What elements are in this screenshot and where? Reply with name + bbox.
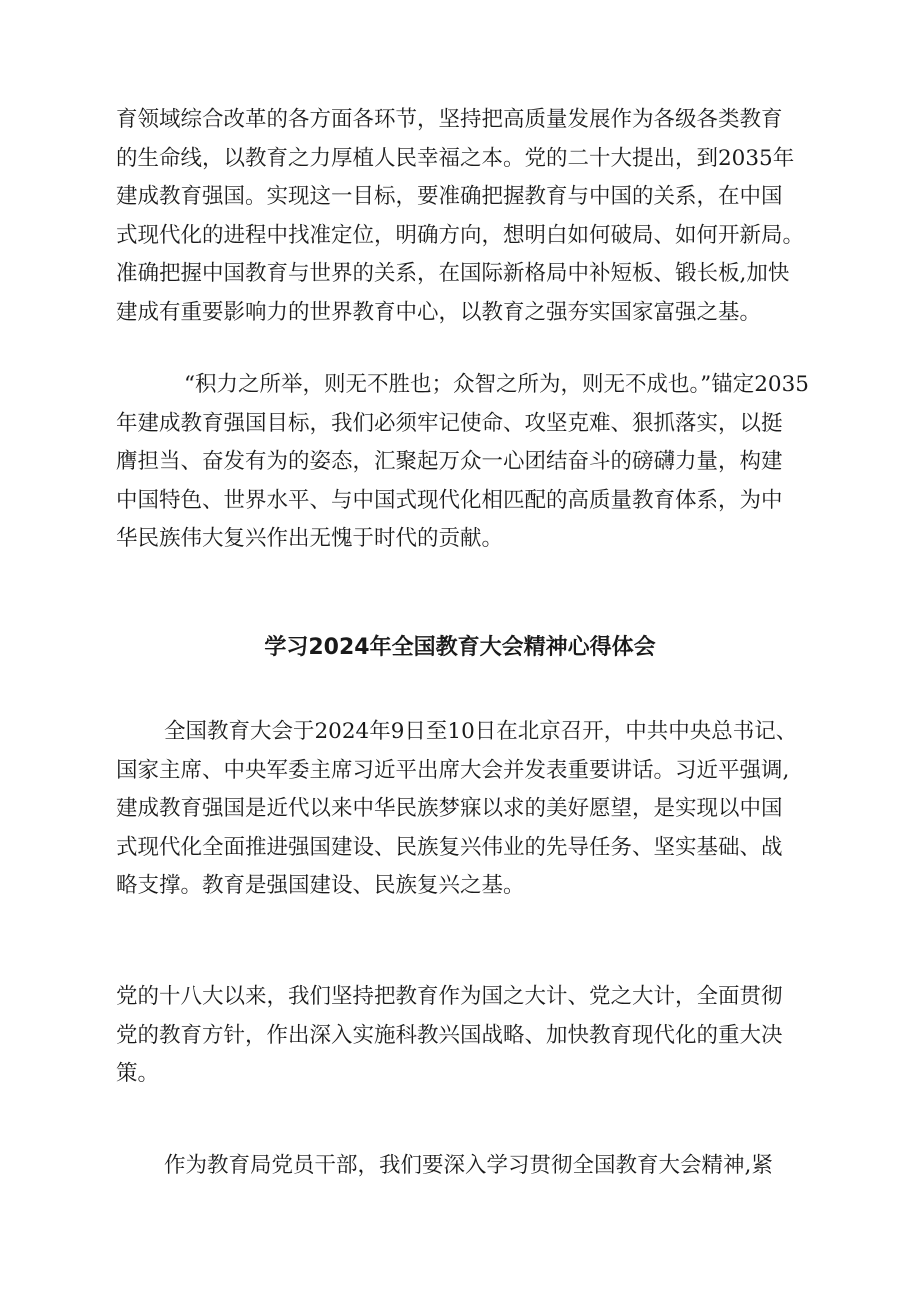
- paragraph-line: 党的十八大以来，我们坚持把教育作为国之大计、党之大计，全面贯彻: [116, 984, 783, 1009]
- paragraph-line: 的生命线，以教育之力厚植人民幸福之本。党的二十大提出，到2035年: [116, 145, 795, 171]
- paragraph-2: [116, 366, 836, 559]
- paragraph-line: 准确把握中国教育与世界的关系，在国际新格局中补短板、锻长板,加快: [116, 261, 790, 287]
- paragraph-line: 作为教育局党员干部，我们要深入学习贯彻全国教育大会精神,紧: [164, 1153, 773, 1178]
- paragraph-1: [116, 101, 836, 333]
- paragraph-4: [116, 978, 836, 1094]
- section-title: 学习2024年全国教育大会精神心得体会: [264, 635, 656, 660]
- paragraph-3: [116, 713, 836, 906]
- paragraph-line: 建成教育强国。实现这一目标，要准确把握教育与中国的关系，在中国: [116, 184, 783, 210]
- paragraph-line: “积力之所举，则无不胜也；众智之所为，则无不成也。”锚定2035: [184, 372, 809, 397]
- paragraph-line: 膺担当、奋发有为的姿态，汇聚起万众一心团结奋斗的磅礴力量，构建: [116, 449, 783, 475]
- paragraph-line: 略支撑。教育是强国建设、民族复兴之基。: [116, 873, 525, 899]
- paragraph-line: 年建成教育强国目标，我们必须牢记使命、攻坚克难、狠抓落实，以挺: [116, 410, 783, 436]
- paragraph-line: 全国教育大会于2024年9日至10日在北京召开，中共中央总书记、: [164, 719, 798, 744]
- paragraph-5: [116, 1147, 836, 1186]
- paragraph-line: 育领域综合改革的各方面各环节，坚持把高质量发展作为各级各类教育: [116, 107, 783, 132]
- paragraph-line: 国家主席、中央军委主席习近平出席大会并发表重要讲话。习近平强调,: [116, 757, 790, 783]
- paragraph-line: 式现代化全面推进强国建设、民族复兴伟业的先导任务、坚实基础、战: [116, 834, 783, 860]
- paragraph-line: 式现代化的进程中找准定位，明确方向，想明白如何破局、如何开新局。: [116, 222, 805, 248]
- paragraph-line: 华民族伟大复兴作出无愧于时代的贡献。: [116, 526, 504, 552]
- paragraph-line: 建成教育强国是近代以来中华民族梦寐以求的美好愿望，是实现以中国: [116, 796, 783, 822]
- paragraph-line: 策。: [116, 1061, 160, 1087]
- paragraph-line: 党的教育方针，作出深入实施科教兴国战略、加快教育现代化的重大决: [116, 1022, 783, 1048]
- paragraph-line: 建成有重要影响力的世界教育中心，以教育之强夯实国家富强之基。: [116, 299, 762, 325]
- paragraph-line: 中国特色、世界水平、与中国式现代化相匹配的高质量教育体系，为中: [116, 487, 783, 513]
